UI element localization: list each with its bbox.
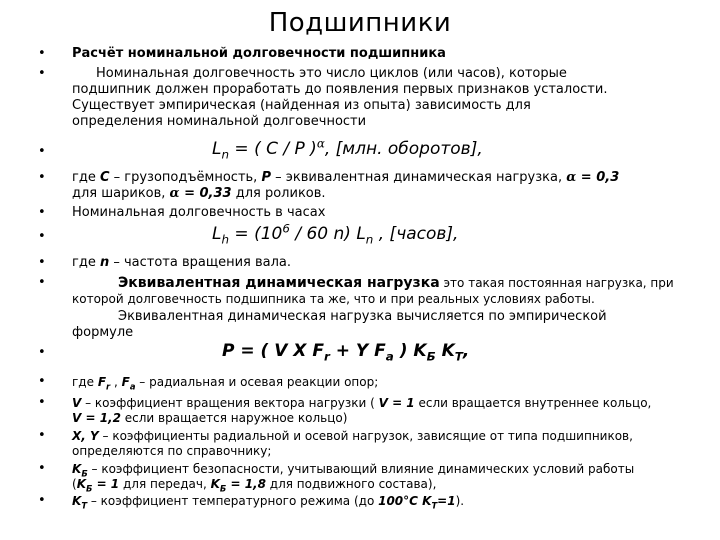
paragraph-line: Эквивалентная динамическая нагрузка это такая постоянная нагрузка, при bbox=[118, 275, 674, 291]
bullet: • bbox=[38, 205, 46, 220]
paragraph-line: где n – частота вращения вала. bbox=[72, 255, 292, 270]
bullet: • bbox=[38, 428, 46, 443]
bullet: • bbox=[38, 170, 46, 185]
bullet: • bbox=[38, 275, 46, 290]
paragraph-line: V – коэффициент вращения вектора нагрузки ( V = 1 если вращается внутреннее кольцо, bbox=[72, 396, 652, 410]
paragraph-line: $K_T$ – коэффициент температурного режима (до 100°C $K_T=1$). bbox=[72, 494, 465, 511]
paragraph-line: Существует эмпирическая (найденная из опыта) зависимость для bbox=[72, 98, 531, 113]
bullet: • bbox=[38, 345, 46, 360]
paragraph-line: формуле bbox=[72, 325, 134, 340]
bullet: • bbox=[38, 395, 46, 410]
paragraph-line: подшипник должен проработать до появления первых признаков усталости. bbox=[72, 82, 608, 97]
bullet: • bbox=[38, 229, 46, 244]
bullet: • bbox=[38, 461, 46, 476]
paragraph-line: Эквивалентная динамическая нагрузка вычисляется по эмпирической bbox=[118, 309, 607, 324]
bullet: • bbox=[38, 66, 46, 81]
bullet: • bbox=[38, 493, 46, 508]
paragraph-line: где C – грузоподъёмность, P – эквивалентная динамическая нагрузка, α = 0,3 bbox=[72, 170, 620, 185]
bullet: • bbox=[38, 255, 46, 270]
paragraph-line: ($K_Б = 1$ для передач, $K_Б = 1,8$ для подвижного состава), bbox=[72, 477, 437, 494]
paragraph-line: где $F_r$ , $F_a$ – радиальная и осевая реакции опор; bbox=[72, 375, 379, 392]
section-heading: Расчёт номинальной долговечности подшипника bbox=[72, 46, 446, 61]
bullet: • bbox=[38, 374, 46, 389]
paragraph-line: V = 1,2 если вращается наружное кольцо) bbox=[72, 411, 348, 425]
paragraph-line: $K_Б$ – коэффициент безопасности, учитывающий влияние динамических условий работы bbox=[72, 462, 635, 479]
paragraph-line: которой долговечность подшипника та же, что и при реальных условиях работы. bbox=[72, 292, 595, 306]
paragraph-line: Номинальная долговечность в часах bbox=[72, 205, 326, 220]
bullet: • bbox=[38, 46, 46, 61]
slide-title: Подшипники bbox=[268, 8, 452, 38]
bullet: • bbox=[38, 144, 46, 159]
paragraph-line: определения номинальной долговечности bbox=[72, 114, 367, 129]
paragraph-line: определяются по справочнику; bbox=[72, 444, 272, 458]
formula-lifetime: $L_n$ = ( C / P )$^\alpha$, [млн. оборотов], bbox=[212, 136, 483, 162]
paragraph-line: для шариков, α = 0,33 для роликов. bbox=[72, 186, 326, 201]
paragraph-line: Номинальная долговечность это число циклов (или часов), которые bbox=[96, 66, 567, 81]
formula-lifetime-hours: $L_h = (10^6 / 60$ n) $L_n$ , [часов], bbox=[212, 221, 459, 247]
formula-equivalent-load: P = ( V X $F_r + Y$ $F_a$ ) $K_Б$ $K_T$, bbox=[222, 341, 470, 364]
paragraph-line: X, Y – коэффициенты радиальной и осевой нагрузок, зависящие от типа подшипников, bbox=[72, 429, 633, 443]
